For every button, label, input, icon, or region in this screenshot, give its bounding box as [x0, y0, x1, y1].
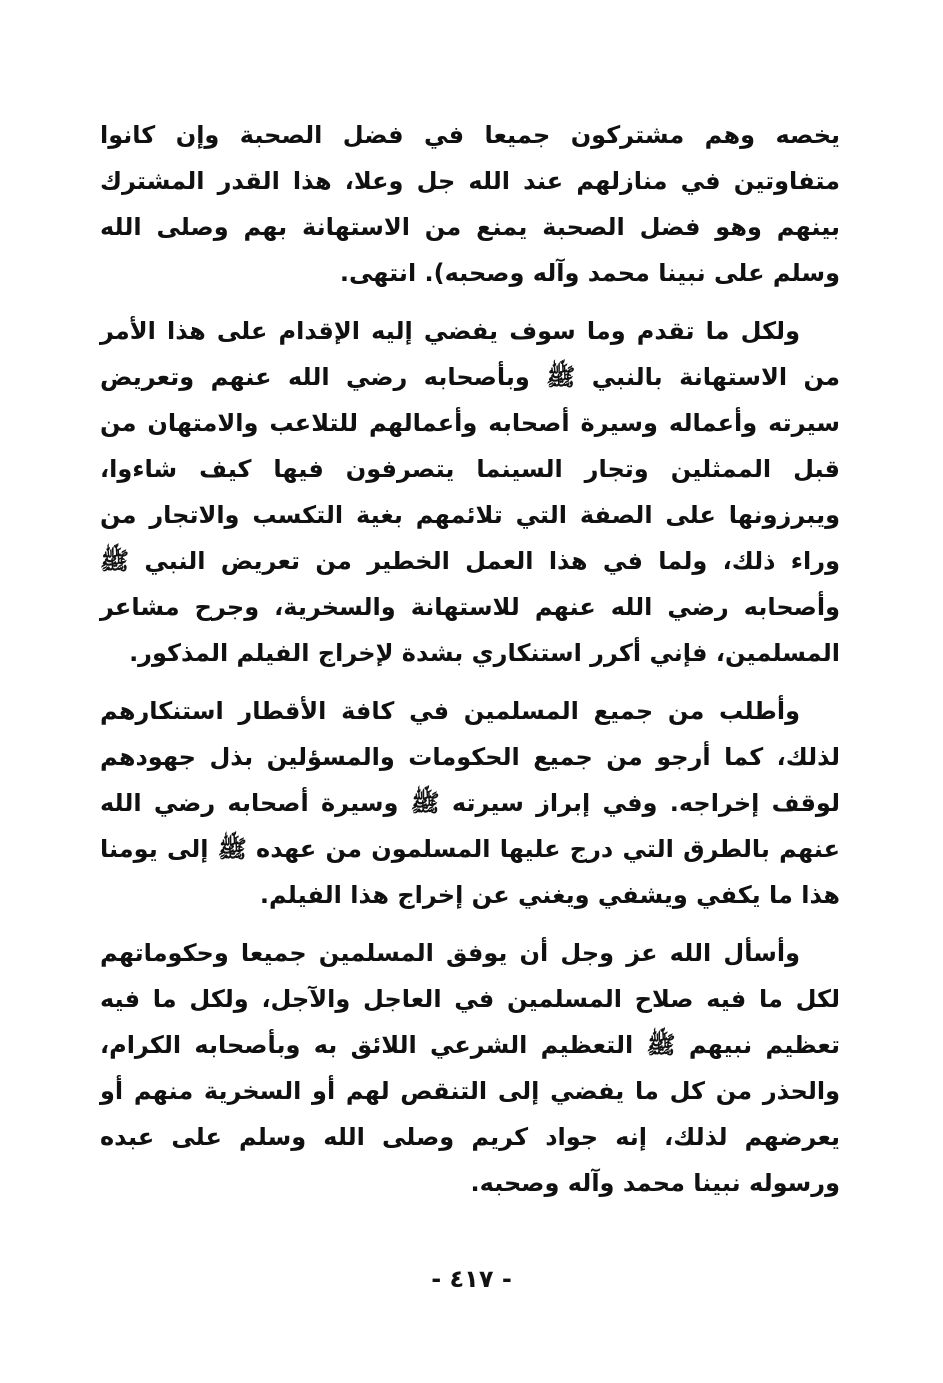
paragraph-request: وأطلب من جميع المسلمين في كافة الأقطار استنكارهم لذلك، كما أرجو من جميع الحكومات والمسؤلين بذل جهودهم لوقف إخراجه. وفي إبراز سيرته ﷺ وسيرة أصحابه رضي الله عنهم بالطرق التي درج عليها المسلمون من عهده ﷺ إلى يومنا هذا ما يكفي ويشفي ويغني عن إخراج هذا الفيلم.: [100, 697, 840, 909]
paragraph-condemnation: ولكل ما تقدم وما سوف يفضي إليه الإقدام على هذا الأمر من الاستهانة بالنبي ﷺ وبأصحابه رضي الله عنهم وتعريض سيرته وأعماله وسيرة أصحابه وأعمالهم للتلاعب والامتهان من قبل الممثلين وتجار السينما يتصرفون فيها كيف شاءوا، ويبرزونها على الصفة التي تلائمهم بغية التكسب والاتجار من وراء ذلك، ولما في هذا العمل الخطير من تعريض النبي ﷺ وأصحابه رضي الله عنهم للاستهانة والسخرية، وجرح مشاعر المسلمين، فإني أكرر استنكاري بشدة لإخراج الفيلم المذكور.: [100, 317, 840, 667]
body-text: [100, 112, 840, 1206]
page-number: - ٤١٧ -: [431, 1265, 512, 1293]
paragraph-supplication: وأسأل الله عز وجل أن يوفق المسلمين جميعا وحكوماتهم لكل ما فيه صلاح المسلمين في العاجل والآجل، ولكل ما فيه تعظيم نبيهم ﷺ التعظيم الشرعي اللائق به وبأصحابه الكرام، والحذر من كل ما يفضي إلى التنقص لهم أو السخرية منهم أو يعرضهم لذلك، إنه جواد كريم وصلى الله وسلم على عبده ورسوله نبينا محمد وآله وصحبه.: [100, 939, 840, 1197]
paragraph-continuation: يخصه وهم مشتركون جميعا في فضل الصحبة وإن كانوا متفاوتين في منازلهم عند الله جل وعلا، هذا القدر المشترك بينهم وهو فضل الصحبة يمنع من الاستهانة بهم وصلى الله وسلم على نبينا محمد وآله وصحبه). انتهى.: [100, 121, 840, 287]
